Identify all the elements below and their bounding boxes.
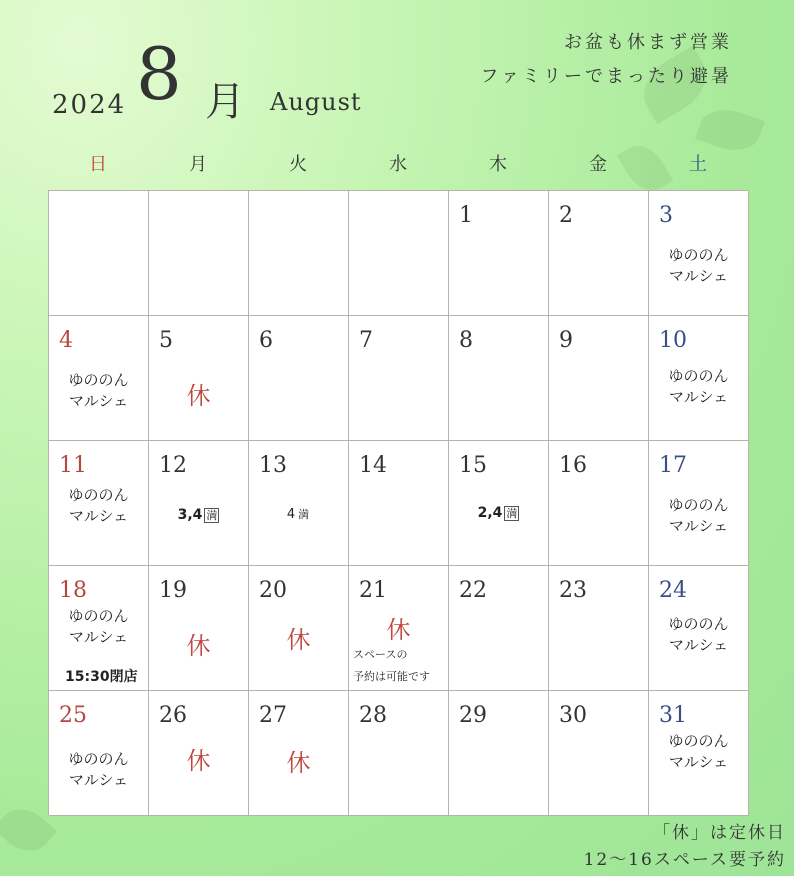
calendar-cell-8[interactable] — [449, 316, 549, 441]
calendar-cell-empty — [349, 191, 449, 316]
closed-day-mark: 休 — [186, 632, 211, 660]
calendar-month-english: August — [270, 88, 362, 116]
weekday-tue: 火 — [289, 154, 307, 175]
tagline-open-obon: お盆も休まず営業 — [564, 32, 732, 53]
calendar-cell-26[interactable] — [149, 691, 249, 816]
calendar-cell-19[interactable] — [149, 566, 249, 691]
space-reservation-note-1: スペースの — [353, 648, 408, 661]
day-number: 8 — [459, 328, 473, 353]
weekday-thu: 木 — [489, 154, 507, 175]
calendar-cell-24[interactable] — [649, 566, 749, 691]
weekday-sun: 日 — [89, 154, 107, 175]
day-number: 4 — [59, 328, 73, 353]
space-reservation-note-2: 予約は可能です — [353, 670, 430, 683]
day-number: 2 — [559, 203, 573, 228]
full-mark: 満 — [206, 509, 218, 522]
day-number: 3 — [659, 203, 673, 228]
calendar-month-kanji: 月 — [205, 79, 245, 125]
calendar-cell-15[interactable] — [449, 441, 549, 566]
calendar-cell-1[interactable] — [449, 191, 549, 316]
calendar-cell-10[interactable] — [649, 316, 749, 441]
day-number: 17 — [659, 453, 687, 478]
weekday-mon: 月 — [189, 154, 207, 175]
day-number: 14 — [359, 453, 387, 478]
calendar-cell-14[interactable] — [349, 441, 449, 566]
day-number: 20 — [259, 578, 287, 603]
calendar-cell-20[interactable] — [249, 566, 349, 691]
calendar-cell-13[interactable] — [249, 441, 349, 566]
day-number: 28 — [359, 703, 387, 728]
full-spaces-note — [149, 507, 248, 523]
day-number: 12 — [159, 453, 187, 478]
calendar-cell-11[interactable] — [49, 441, 149, 566]
calendar-cell-29[interactable] — [449, 691, 549, 816]
full-space-numbers: 3,4 — [177, 507, 203, 523]
day-number: 30 — [559, 703, 587, 728]
market-event-label: ゆののん マルシェ — [68, 607, 129, 646]
day-number: 27 — [259, 703, 287, 728]
day-number: 22 — [459, 578, 487, 603]
day-number: 1 — [459, 203, 473, 228]
tagline-family: ファミリーでまったり避暑 — [480, 66, 732, 87]
calendar-cell-6[interactable] — [249, 316, 349, 441]
calendar-cell-27[interactable] — [249, 691, 349, 816]
day-number: 26 — [159, 703, 187, 728]
day-number: 25 — [59, 703, 87, 728]
calendar-cell-empty — [249, 191, 349, 316]
day-number: 6 — [259, 328, 273, 353]
day-number: 24 — [659, 578, 687, 603]
calendar-cell-25[interactable] — [49, 691, 149, 816]
day-number: 10 — [659, 328, 687, 353]
reservation-note: 12〜16スペース要予約 — [583, 850, 786, 870]
day-number: 23 — [559, 578, 587, 603]
market-event-label: ゆののん マルシェ — [668, 367, 729, 406]
market-event-label: ゆののん マルシェ — [668, 615, 729, 654]
weekday-wed: 水 — [389, 154, 407, 175]
day-number: 19 — [159, 578, 187, 603]
market-event-label: ゆののん マルシェ — [68, 750, 129, 789]
calendar-cell-empty — [49, 191, 149, 316]
closed-day-mark: 休 — [286, 749, 311, 777]
calendar-cell-28[interactable] — [349, 691, 449, 816]
day-number: 15 — [459, 453, 487, 478]
full-space-numbers: 4 — [286, 507, 296, 522]
day-number: 7 — [359, 328, 373, 353]
closed-day-mark: 休 — [186, 382, 211, 410]
calendar-year: 2024 — [52, 90, 127, 120]
calendar-cell-23[interactable] — [549, 566, 649, 691]
calendar-cell-31[interactable] — [649, 691, 749, 816]
day-number: 31 — [659, 703, 687, 728]
calendar-cell-17[interactable] — [649, 441, 749, 566]
full-mark: 満 — [298, 508, 310, 521]
day-number: 21 — [359, 578, 387, 603]
full-spaces-note — [449, 505, 548, 521]
calendar-cell-16[interactable] — [549, 441, 649, 566]
calendar-cell-30[interactable] — [549, 691, 649, 816]
market-event-label: ゆののん マルシェ — [668, 496, 729, 535]
calendar-cell-5[interactable] — [149, 316, 249, 441]
full-mark: 満 — [506, 507, 518, 520]
early-closing-note: 15:30閉店 — [65, 669, 138, 685]
day-number: 9 — [559, 328, 573, 353]
full-space-numbers: 2,4 — [477, 505, 503, 521]
calendar-cell-21[interactable] — [349, 566, 449, 691]
calendar-cell-12[interactable] — [149, 441, 249, 566]
legend-closed-note: 「休」は定休日 — [653, 823, 786, 843]
calendar-cell-9[interactable] — [549, 316, 649, 441]
day-number: 13 — [259, 453, 287, 478]
weekday-fri: 金 — [589, 154, 607, 175]
calendar-cell-3[interactable] — [649, 191, 749, 316]
weekday-sat: 土 — [689, 154, 707, 175]
calendar-month-number: 8 — [136, 32, 182, 116]
closed-day-mark: 休 — [286, 626, 311, 654]
closed-day-mark: 休 — [386, 616, 411, 644]
full-spaces-note — [249, 507, 348, 522]
calendar-cell-4[interactable] — [49, 316, 149, 441]
day-number: 29 — [459, 703, 487, 728]
calendar-cell-18[interactable] — [49, 566, 149, 691]
market-event-label: ゆののん マルシェ — [68, 371, 129, 410]
day-number: 5 — [159, 328, 173, 353]
market-event-label: ゆののん マルシェ — [668, 246, 729, 285]
market-event-label: ゆののん マルシェ — [68, 486, 129, 525]
calendar-cell-empty — [149, 191, 249, 316]
calendar-cell-2[interactable] — [549, 191, 649, 316]
day-number: 16 — [559, 453, 587, 478]
calendar-cell-7[interactable] — [349, 316, 449, 441]
calendar-grid — [48, 190, 748, 815]
day-number: 18 — [59, 578, 87, 603]
market-event-label: ゆののん マルシェ — [668, 732, 729, 771]
day-number: 11 — [59, 453, 87, 478]
closed-day-mark: 休 — [186, 747, 211, 775]
calendar-cell-22[interactable] — [449, 566, 549, 691]
weekday-header-row — [48, 150, 748, 176]
